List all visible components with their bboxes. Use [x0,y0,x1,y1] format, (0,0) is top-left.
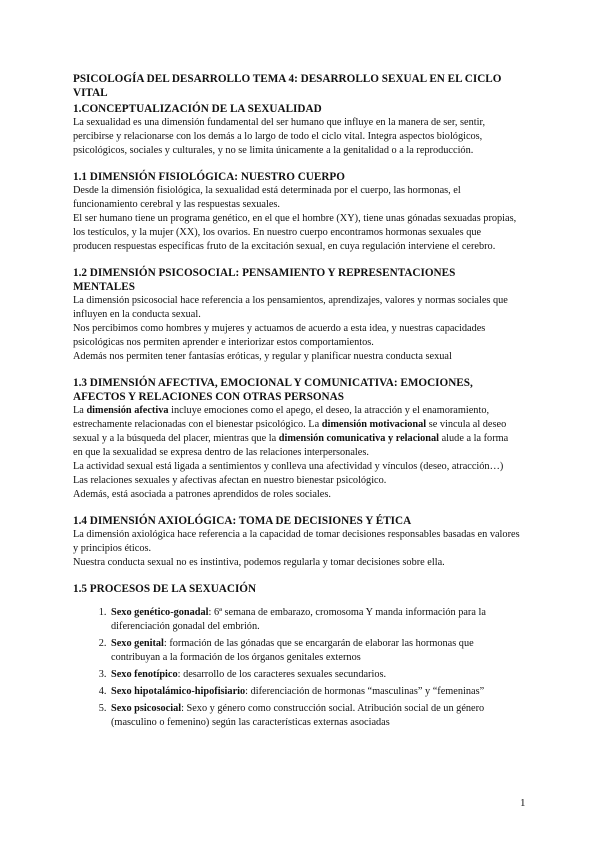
list-term: Sexo hipotalámico-hipofisiario [111,686,246,697]
paragraph: Además nos permiten tener fantasías eróticas, y regular y planificar nuestra conducta sexual [73,351,452,362]
paragraph: Además, está asociada a patrones aprendidos de roles sociales. [73,489,331,500]
paragraph: Nuestra conducta sexual no es instintiva, podemos regularla y tomar decisiones sobre ella. [73,557,445,568]
section-heading-1-3: 1.3 DIMENSIÓN AFECTIVA, EMOCIONAL Y COMUNICATIVA: EMOCIONES, AFECTOS Y RELACIONES CON OTRAS PERSONAS [73,377,473,403]
text-run: La [73,405,87,416]
list-term: Sexo fenotípico [111,669,178,680]
document-page [73,72,520,733]
list-text: : diferenciación de hormonas “masculinas” y “femeninas” [245,686,485,697]
list-text: : formación de las gónadas que se encargarán de elaborar las hormonas que contribuyan a la formación de los órganos genitales externos [111,638,474,663]
text-run: alude a la forma en que la sexualidad se expresa dentro de las relaciones interpersonales. [73,433,509,458]
list-text: : 6ª semana de embarazo, cromosoma Y manda información para la diferenciación gonadal del embrión. [111,607,486,632]
paragraph: Nos percibimos como hombres y mujeres y actuamos de acuerdo a esta idea, y nuestras capacidades psicológicas nos permiten aprender e interiorizar estos comportamientos. [73,323,486,348]
paragraph [73,404,520,460]
text-run: se vincula al deseo sexual y a la búsqueda del placer, mientras que la [73,419,507,444]
list-term: Sexo psicosocial [111,703,182,714]
list-text: : Sexo y género como construcción social. Atribución social de un género (masculino o femenino) según las características externas asociadas [111,703,485,728]
sexuation-process-list [73,606,520,730]
section-heading-1-2: 1.2 DIMENSIÓN PSICOSOCIAL: PENSAMIENTO Y REPRESENTACIONES MENTALES [73,267,456,293]
list-term: Sexo genético-gonadal [111,607,209,618]
list-item [109,606,520,634]
list-item [109,685,520,699]
text-run: incluye emociones como el apego, el deseo, la atracción y el enamoramiento, estrechamente relacionadas con el bienestar psicológico. La [73,405,490,430]
list-term: Sexo genital [111,638,164,649]
bold-term: dimensión comunicativa y relacional [278,433,440,444]
section-heading-1-1: 1.1 DIMENSIÓN FISIOLÓGICA: NUESTRO CUERPO [73,171,345,183]
document-title: PSICOLOGÍA DEL DESARROLLO TEMA 4: DESARROLLO SEXUAL EN EL CICLO VITAL [73,73,502,99]
bold-term: dimensión afectiva [86,405,169,416]
section-heading-1-5: 1.5 PROCESOS DE LA SEXUACIÓN [73,583,257,595]
paragraph: El ser humano tiene un programa genético, en el que el hombre (XY), tiene unas gónadas sexuadas propias, los testículos, y la mujer (XX), los ovarios. En nuestro cuerpo encontramos hormonas sexuales que producen respuestas específicas fruto de la excitación sexual, en cuya regulación interviene el cerebro. [73,213,517,252]
list-text: : desarrollo de los caracteres sexuales secundarios. [177,669,387,680]
section-heading-1-4: 1.4 DIMENSIÓN AXIOLÓGICA: TOMA DE DECISIONES Y ÉTICA [73,515,412,527]
list-item [109,637,520,665]
paragraph: La dimensión psicosocial hace referencia a los pensamientos, aprendizajes, valores y normas sociales que influyen en la conducta sexual. [73,295,508,320]
paragraph: La dimensión axiológica hace referencia a la capacidad de tomar decisiones responsables basadas en valores y principios éticos. [73,529,520,554]
page-number: 1 [520,797,526,809]
paragraph: Desde la dimensión fisiológica, la sexualidad está determinada por el cuerpo, las hormonas, el funcionamiento cerebral y las respuestas sexuales. [73,185,461,210]
section-heading-1: 1.CONCEPTUALIZACIÓN DE LA SEXUALIDAD [73,103,322,115]
paragraph: La actividad sexual está ligada a sentimientos y conlleva una afectividad y vínculos (deseo, atracción…) Las relaciones sexuales y afectivas afectan en nuestro bienestar psicológico. [73,461,504,486]
paragraph: La sexualidad es una dimensión fundamental del ser humano que influye en la manera de ser, sentir, percibirse y relacionarse con los demás a lo largo de todo el ciclo vital. Integra aspectos biológicos, psicológicos, sociales y culturales, y no se limita únicamente a la genitalidad o a la reproducción. [73,117,486,156]
list-item [109,668,520,682]
bold-term: dimensión motivacional [321,419,427,430]
list-item [109,702,520,730]
